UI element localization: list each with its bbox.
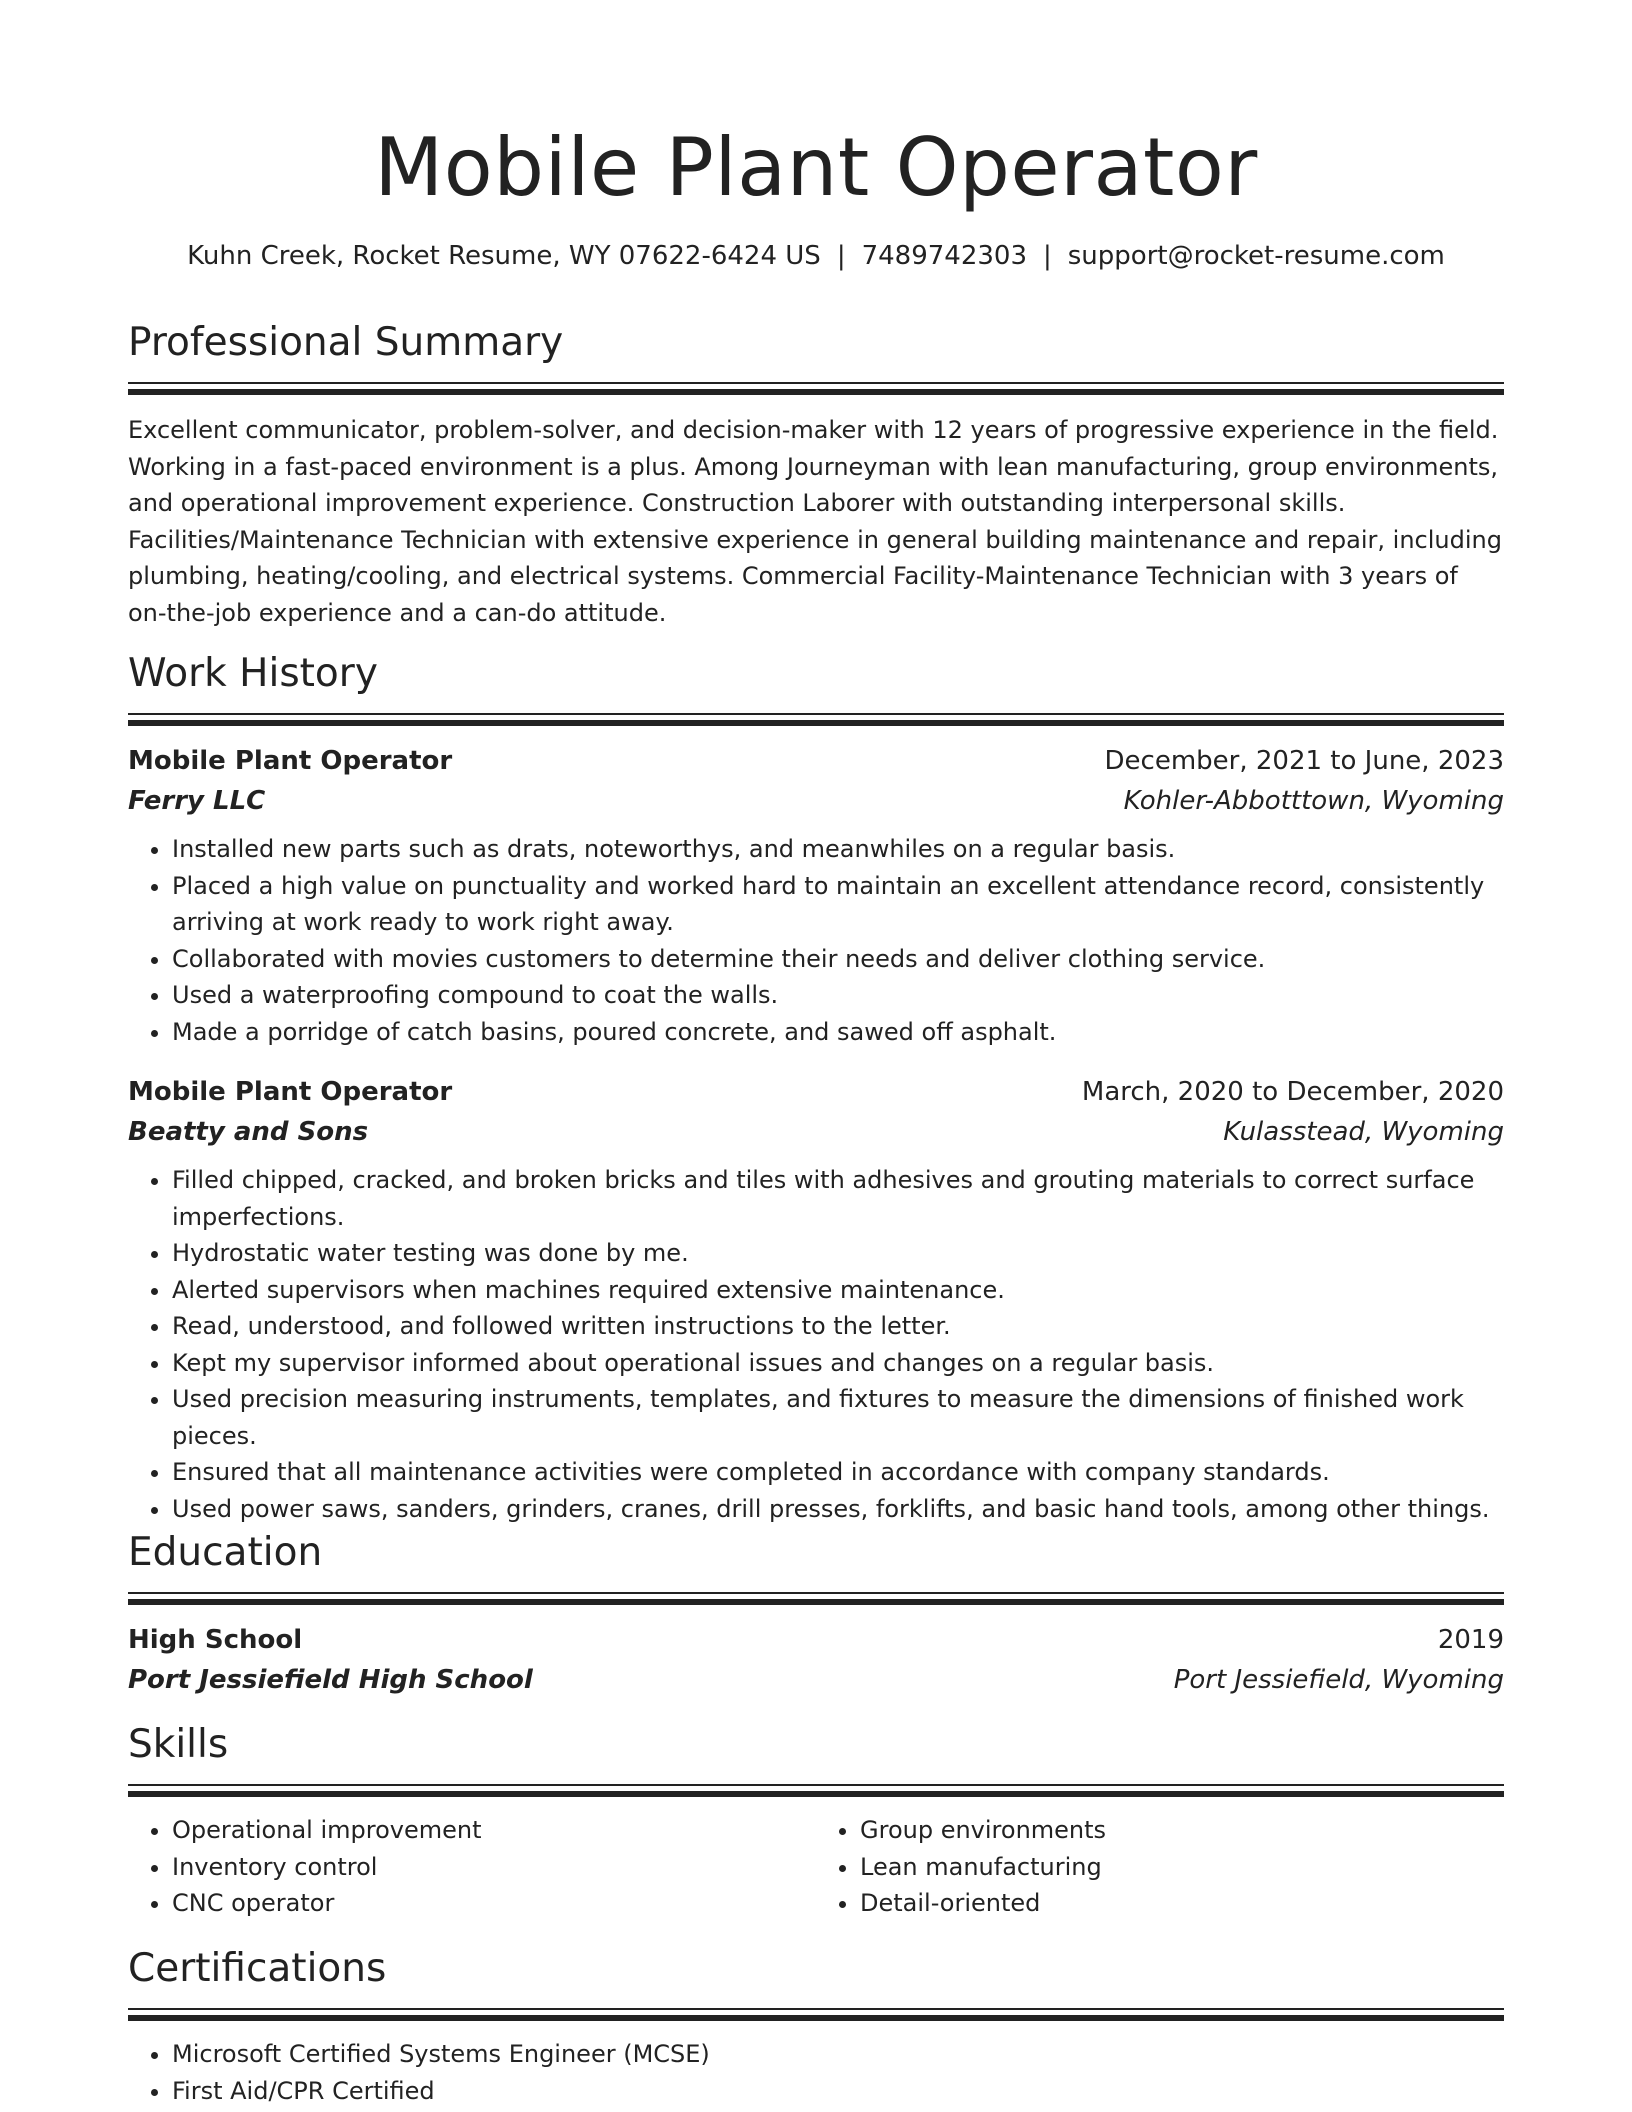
job-bullet: • Read, understood, and followed written instructions to the letter. <box>172 1308 1504 1345</box>
certification-item: • Microsoft Certified Systems Engineer (MCSE) <box>172 2036 1504 2073</box>
job-bullets <box>128 1162 1504 1527</box>
resume-name: Mobile Plant Operator <box>374 121 1258 214</box>
education-header-row <box>128 1620 1504 1660</box>
skills-list-left <box>128 1812 816 1922</box>
section-divider <box>128 2008 1504 2024</box>
summary-heading: Professional Summary <box>128 320 564 365</box>
education-year: 2019 <box>1437 1625 1504 1655</box>
education-degree: High School <box>128 1625 303 1655</box>
education-section <box>128 1528 1504 1700</box>
work-history-heading: Work History <box>128 651 378 696</box>
education-heading: Education <box>128 1530 323 1575</box>
work-history-section <box>128 649 1504 1527</box>
job-location: Kulasstead, Wyoming <box>1223 1117 1504 1147</box>
job-company-row <box>128 1112 1504 1152</box>
job-bullet: • Collaborated with movies customers to determine their needs and deliver clothing service. <box>172 941 1504 978</box>
job-dates: March, 2020 to December, 2020 <box>1081 1077 1504 1107</box>
contact-separator: | <box>836 241 846 271</box>
contact-address: Kuhn Creek, Rocket Resume, WY 07622-6424 US <box>187 241 821 271</box>
job-bullet: • Filled chipped, cracked, and broken bricks and tiles with adhesives and grouting materials to correct surface imperfections. <box>172 1162 1504 1235</box>
education-location: Port Jessiefield, Wyoming <box>1173 1665 1504 1695</box>
job-company-row <box>128 781 1504 821</box>
job-location: Kohler-Abbotttown, Wyoming <box>1123 786 1504 816</box>
contact-phone: 7489742303 <box>861 241 1027 271</box>
job-company: Beatty and Sons <box>128 1117 369 1147</box>
job-dates: December, 2021 to June, 2023 <box>1104 746 1504 776</box>
education-entry <box>128 1620 1504 1700</box>
summary-text: Excellent communicator, problem-solver, and decision-maker with 12 years of progressive experience in the field. Working in a fast-paced environment is a plus. Among Journeyman with lean manufacturing, group environments, and operational improvement experience. Construction Laborer with outstanding interpersonal skills. Facilities/Maintenance Technician with extensive experience in general building maintenance and repair, including plumbing, heating/cooling, and electrical systems. Commercial Facility-Maintenance Technician with 3 years of on-the-job experience and a can-do attitude. <box>128 416 1502 627</box>
job-bullet: • Used precision measuring instruments, templates, and fixtures to measure the dimensions of finished work pieces. <box>172 1381 1504 1454</box>
job-bullets <box>128 831 1504 1050</box>
job-title: Mobile Plant Operator <box>128 1077 453 1107</box>
job-entry <box>128 1072 1504 1527</box>
skill-item: • CNC operator <box>172 1885 816 1922</box>
contact-line <box>128 238 1504 274</box>
job-header-row <box>128 741 1504 781</box>
contact-email: support@rocket-resume.com <box>1067 241 1445 271</box>
job-bullet: • Kept my supervisor informed about operational issues and changes on a regular basis. <box>172 1345 1504 1382</box>
job-bullet: • Installed new parts such as drats, noteworthys, and meanwhiles on a regular basis. <box>172 831 1504 868</box>
skill-item: • Lean manufacturing <box>860 1849 1504 1886</box>
contact-separator: | <box>1043 241 1052 271</box>
job-bullet: • Alerted supervisors when machines required extensive maintenance. <box>172 1272 1504 1309</box>
section-divider <box>128 382 1504 398</box>
certifications-heading: Certifications <box>128 1946 387 1991</box>
job-title: Mobile Plant Operator <box>128 746 453 776</box>
job-bullet: • Ensured that all maintenance activities were completed in accordance with company standards. <box>172 1454 1504 1491</box>
job-bullet: • Placed a high value on punctuality and worked hard to maintain an excellent attendance record, consistently arriving at work ready to work right away. <box>172 868 1504 941</box>
section-divider <box>128 713 1504 729</box>
job-bullet: • Hydrostatic water testing was done by me. <box>172 1235 1504 1272</box>
skills-heading: Skills <box>128 1722 229 1767</box>
job-header-row <box>128 1072 1504 1112</box>
section-divider <box>128 1592 1504 1608</box>
skill-item: • Inventory control <box>172 1849 816 1886</box>
job-bullet: • Made a porridge of catch basins, poured concrete, and sawed off asphalt. <box>172 1014 1504 1051</box>
skills-columns <box>128 1812 1504 1922</box>
skill-item: • Group environments <box>860 1812 1504 1849</box>
job-entry <box>128 741 1504 1050</box>
education-school: Port Jessiefield High School <box>128 1665 533 1695</box>
job-bullet: • Used a waterproofing compound to coat the walls. <box>172 977 1504 1014</box>
section-divider <box>128 1784 1504 1800</box>
certifications-list <box>128 2036 1504 2109</box>
certifications-section <box>128 1944 1504 2109</box>
education-school-row <box>128 1660 1504 1700</box>
job-company: Ferry LLC <box>128 786 266 816</box>
job-bullet: • Used power saws, sanders, grinders, cranes, drill presses, forklifts, and basic hand tools, among other things. <box>172 1491 1504 1528</box>
skills-section <box>128 1720 1504 1922</box>
certification-item: • First Aid/CPR Certified <box>172 2073 1504 2110</box>
skill-item: • Operational improvement <box>172 1812 816 1849</box>
summary-section <box>128 318 1504 631</box>
skills-list-right <box>816 1812 1504 1922</box>
skill-item: • Detail-oriented <box>860 1885 1504 1922</box>
